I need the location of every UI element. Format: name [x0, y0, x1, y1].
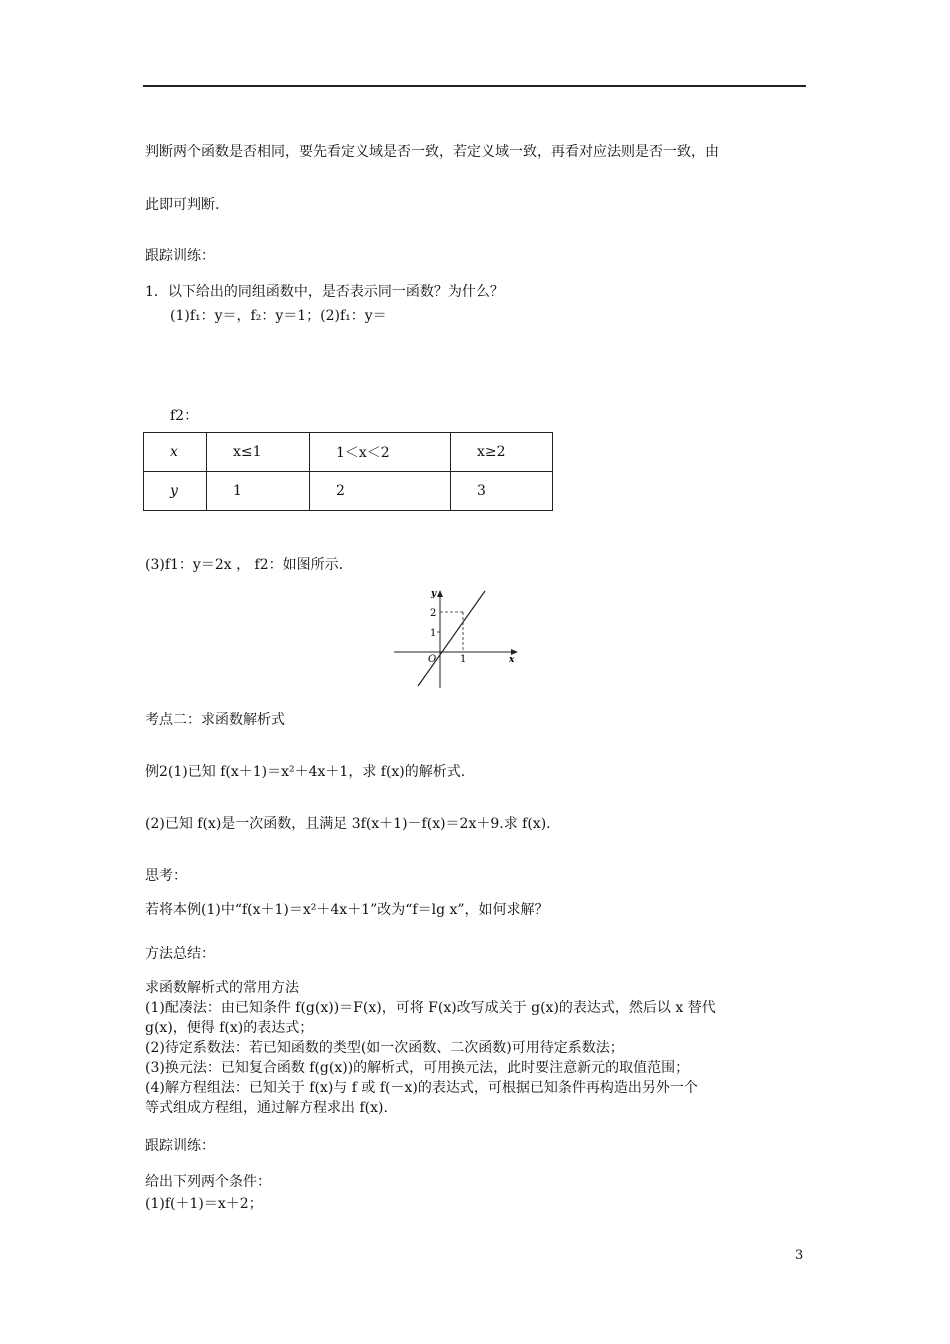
y-tick-label-1: 1 — [430, 628, 437, 639]
page-number: 3 — [795, 1248, 804, 1263]
graph-line — [418, 591, 485, 686]
question-1: 1．以下给出的同组函数中，是否表示同一函数？为什么？ — [145, 284, 504, 300]
methods-heading: 方法总结： — [145, 946, 215, 962]
example-2-part-1: 例2(1)已知 f(x＋1)＝x²＋4x＋1，求 f(x)的解析式. — [145, 764, 466, 780]
think-heading: 思考： — [145, 868, 187, 884]
track2-heading: 跟踪训练： — [145, 1138, 215, 1154]
f2-label: f2： — [170, 408, 199, 424]
table-cell: x≤1 — [207, 433, 310, 472]
example-2-part-2: (2)已知 f(x)是一次函数，且满足 3f(x＋1)－f(x)＝2x＋9.求 f(x). — [145, 816, 551, 832]
table-cell: 3 — [451, 472, 553, 511]
condition-1: (1)f(＋1)＝x＋2； — [145, 1196, 263, 1212]
question-3: (3)f1：y＝2x ， f2：如图所示. — [145, 557, 344, 573]
table-cell: 1 — [207, 472, 310, 511]
y-tick-label-2: 2 — [430, 608, 437, 619]
method-4-line-1: (4)解方程组法：已知关于 f(x)与 f 或 f(－x)的表达式，可根据已知条件再构造出另外一个 — [145, 1080, 698, 1096]
track1-heading: 跟踪训练： — [145, 248, 215, 264]
table-cell: x≥2 — [451, 433, 553, 472]
y-axis-arrow — [437, 590, 443, 597]
method-4-line-2: 等式组成方程组，通过解方程求出 f(x). — [145, 1100, 388, 1116]
value-table — [143, 432, 553, 511]
think-text: 若将本例(1)中“f(x＋1)＝x²＋4x＋1”改为“f＝lg x”，如何求解？ — [145, 902, 549, 918]
method-1-line-2: g(x)，便得 f(x)的表达式； — [145, 1020, 314, 1036]
intro-line-1: 判断两个函数是否相同，要先看定义域是否一致，若定义域一致，再看对应法则是否一致，由 — [145, 144, 719, 160]
x-axis-label: x — [509, 655, 515, 665]
function-graph — [394, 588, 524, 690]
x-tick-label-1: 1 — [460, 654, 467, 665]
table-cell: x — [144, 433, 207, 472]
intro-line-2: 此即可判断. — [145, 197, 220, 213]
table-row — [144, 433, 553, 472]
table-cell: 2 — [310, 472, 451, 511]
y-axis-label: y — [431, 589, 437, 599]
table-cell: 1＜x＜2 — [310, 433, 451, 472]
table-row — [144, 472, 553, 511]
method-3: (3)换元法：已知复合函数 f(g(x))的解析式，可用换元法，此时要注意新元的取值范围； — [145, 1060, 690, 1076]
section2-heading: 考点二：求函数解析式 — [145, 712, 285, 728]
given-conditions: 给出下列两个条件： — [145, 1174, 271, 1190]
origin-label: O — [428, 654, 437, 665]
table-cell: y — [144, 472, 207, 511]
method-1-line-1: (1)配凑法：由已知条件 f(g(x))＝F(x)，可将 F(x)改写成关于 g(x)的表达式，然后以 x 替代 — [145, 1000, 716, 1016]
methods-title: 求函数解析式的常用方法 — [145, 980, 299, 996]
header-rule — [143, 85, 806, 87]
method-2: (2)待定系数法：若已知函数的类型(如一次函数、二次函数)可用待定系数法； — [145, 1040, 624, 1056]
question-1-parts: (1)f₁：y＝，f₂：y＝1；(2)f₁：y＝ — [170, 308, 387, 324]
